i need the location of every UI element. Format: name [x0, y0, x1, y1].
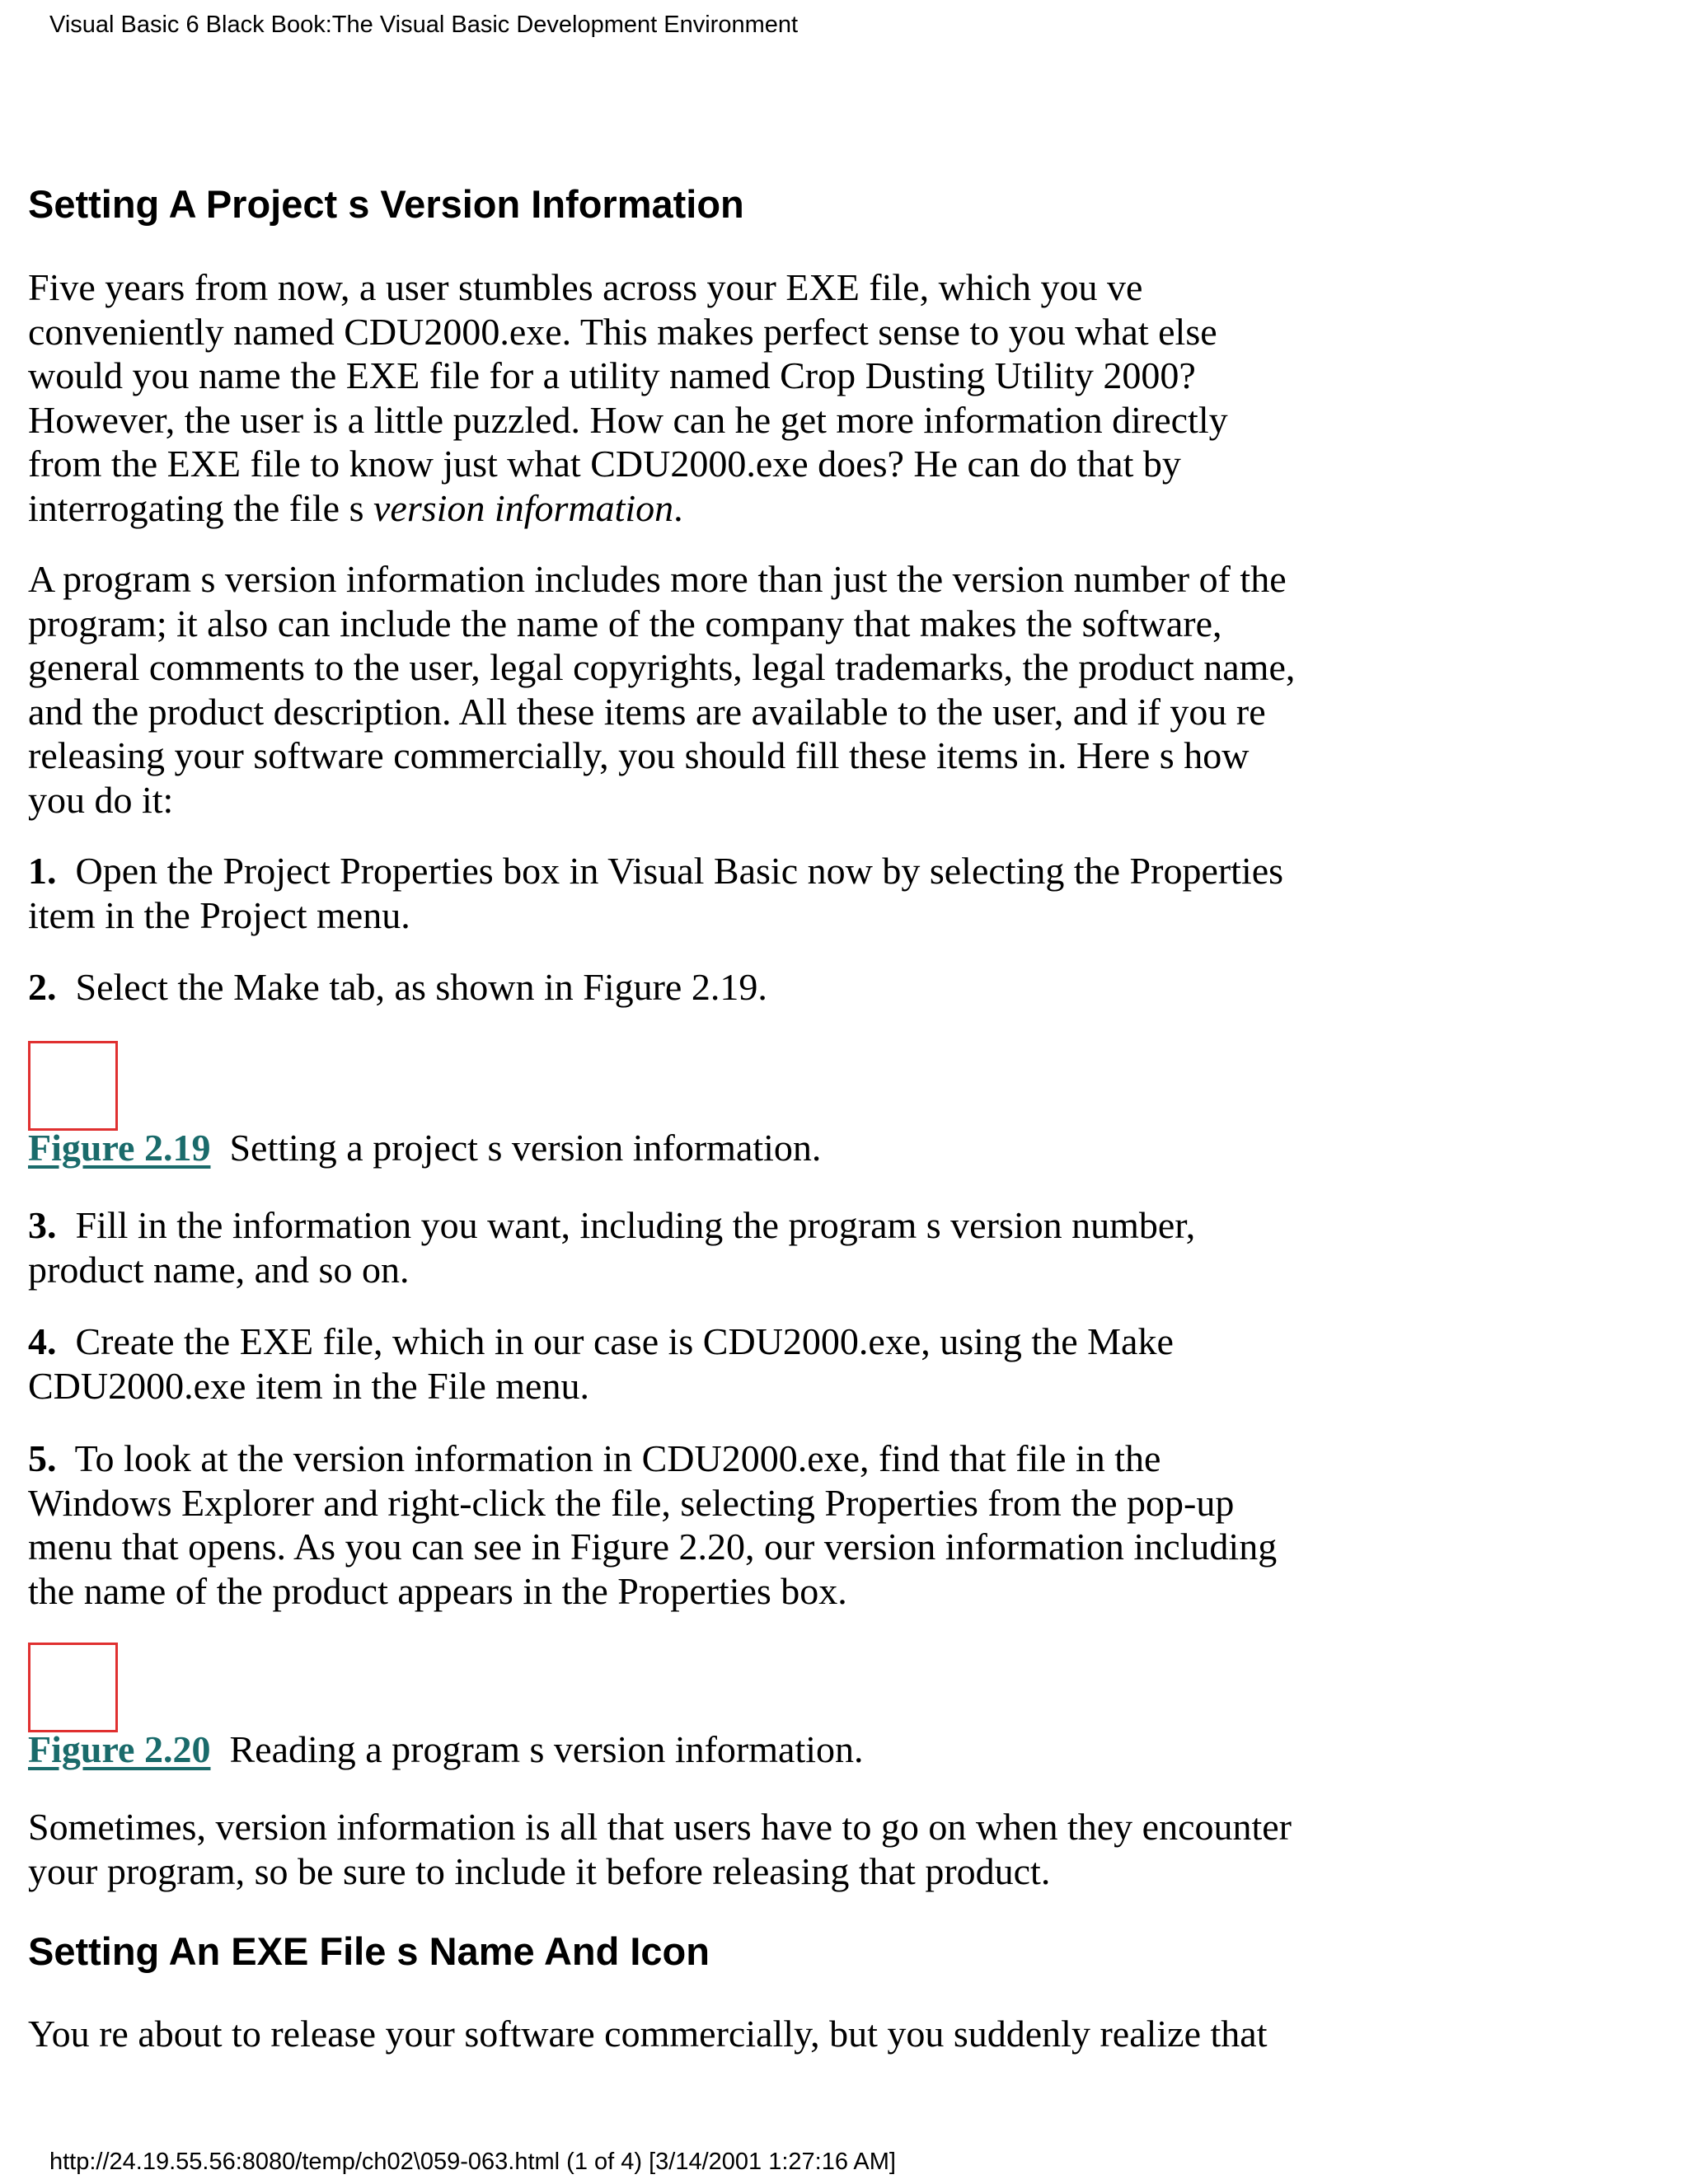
step-2-number: 2.: [28, 966, 57, 1008]
step-3: [28, 1203, 1347, 1291]
step-4: [28, 1319, 1347, 1408]
step-3-text: Fill in the information you want, including the program s version number, product name, and so on.: [28, 1204, 1196, 1291]
figure-2-19-image-placeholder[interactable]: [28, 1041, 118, 1131]
figure-2-20-image-placeholder[interactable]: [28, 1643, 118, 1732]
step-3-number: 3.: [28, 1204, 57, 1246]
figure-2-20-caption: [28, 1727, 1347, 1772]
version-information-term: version information: [373, 486, 674, 529]
step-2-text: Select the Make tab, as shown in Figure 2.19.: [75, 966, 767, 1008]
paragraph-intro-end: .: [673, 486, 683, 529]
figure-2-19-link[interactable]: Figure 2.19: [28, 1127, 211, 1169]
page-footer-url: http://24.19.55.56:8080/temp/ch02\059-063.html (1 of 4) [3/14/2001 1:27:16 AM]: [49, 2149, 896, 2175]
section-heading-exe-name-icon: Setting An EXE File s Name And Icon: [28, 1929, 710, 1973]
paragraph-version-importance: Sometimes, version information is all that users have to go on when they encounter your program, so be sure to include it before releasing that product.: [28, 1806, 1292, 1892]
page-header: Visual Basic 6 Black Book:The Visual Basic Development Environment: [49, 12, 799, 38]
step-1-number: 1.: [28, 850, 57, 892]
paragraph-version-contents: A program s version information includes more than just the version number of the program; it also can include the name of the company that makes the software, general comments to the user, legal copyrights, legal trademarks, the product name, and the product description. All these items are available to the user, and if you re releasing your software commercially, you should fill these items in. Here s how you do it:: [28, 558, 1296, 821]
paragraph-exe-intro: You re about to release your software commercially, but you suddenly realize that: [28, 2013, 1268, 2055]
paragraph-intro: [28, 265, 1347, 530]
step-5: [28, 1436, 1347, 1613]
step-1: [28, 849, 1347, 937]
figure-2-19-caption: [28, 1126, 1347, 1170]
step-4-number: 4.: [28, 1320, 57, 1362]
step-1-text: Open the Project Properties box in Visual Basic now by selecting the Properties item in the Project menu.: [28, 850, 1284, 936]
step-4-text: Create the EXE file, which in our case is CDU2000.exe, using the Make CDU2000.exe item in the File menu.: [28, 1320, 1174, 1407]
step-5-text: To look at the version information in CDU2000.exe, find that file in the Windows Explorer and right-click the file, selecting Properties from the pop-up menu that opens. As you can see in Figure 2.20, our version information including the name of the product appears in the Properties box.: [28, 1437, 1278, 1612]
step-5-number: 5.: [28, 1437, 57, 1479]
step-2: [28, 965, 1347, 1010]
section-heading-version-info: Setting A Project s Version Information: [28, 182, 744, 226]
figure-2-19-caption-text: Setting a project s version information.: [229, 1127, 822, 1169]
figure-2-20-link[interactable]: Figure 2.20: [28, 1728, 211, 1770]
paragraph-intro-text: Five years from now, a user stumbles across your EXE file, which you ve conveniently named CDU2000.exe. This makes perfect sense to you what else would you name the EXE file for a utility named Crop Dusting Utility 2000? However, the user is a little puzzled. How can he get more information directly from the EXE file to know just what CDU2000.exe does? He can do that by interrogating the file s: [28, 266, 1228, 529]
figure-2-20-caption-text: Reading a program s version information.: [229, 1728, 864, 1770]
